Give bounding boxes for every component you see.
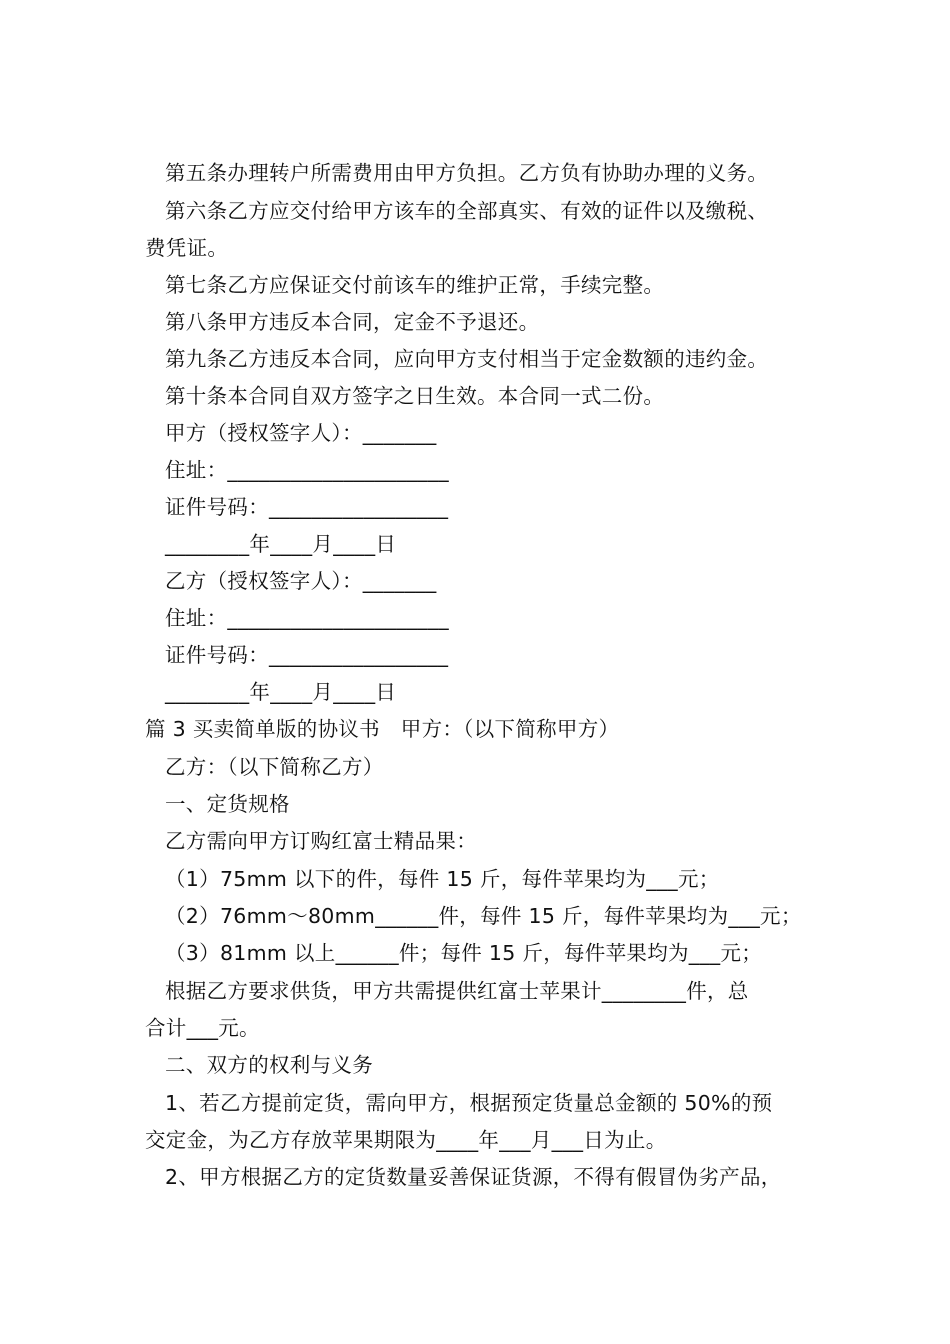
party-a-date: ________年____月____日 <box>165 532 397 556</box>
party-a-signatory: 甲方（授权签字人）：_______ <box>165 421 437 445</box>
party-a-id-number: 证件号码：_________________ <box>165 495 449 519</box>
article-6-line-1: 第六条乙方应交付给甲方该车的全部真实、有效的证件以及缴税、 <box>165 199 769 223</box>
article-6-line-2: 费凭证。 <box>145 236 229 260</box>
article-8: 第八条甲方违反本合同，定金不予退还。 <box>165 310 540 334</box>
order-item-2: （2）76mm～80mm______件，每件 15 斤，每件苹果均为___元； <box>165 904 802 928</box>
order-intro: 乙方需向甲方订购红富士精品果： <box>165 829 477 853</box>
party-b-id-number: 证件号码：_________________ <box>165 643 449 667</box>
supply-total-line-2: 合计___元。 <box>145 1016 260 1040</box>
article-5: 第五条办理转户所需费用由甲方负担。乙方负有协助办理的义务。 <box>165 161 769 185</box>
supply-total-line-1: 根据乙方要求供货，甲方共需提供红富士苹果计________件，总 <box>165 979 749 1003</box>
party-b-signatory: 乙方（授权签字人）：_______ <box>165 569 437 593</box>
rights-2-line-1: 2、甲方根据乙方的定货数量妥善保证货源，不得有假冒伪劣产品， <box>165 1165 782 1189</box>
party-b-address: 住址：_____________________ <box>165 606 449 630</box>
party-b-date: ________年____月____日 <box>165 680 397 704</box>
order-item-3: （3）81mm 以上______件；每件 15 斤，每件苹果均为___元； <box>165 941 763 965</box>
section-3-heading: 篇 3 买卖简单版的协议书 甲方：（以下简称甲方） <box>145 717 620 741</box>
article-9: 第九条乙方违反本合同，应向甲方支付相当于定金数额的违约金。 <box>165 347 769 371</box>
order-item-1: （1）75mm 以下的件，每件 15 斤，每件苹果均为___元； <box>165 867 720 891</box>
rights-1-line-1: 1、若乙方提前定货，需向甲方，根据预定货量总金额的 50%的预 <box>165 1091 773 1115</box>
rights-1-line-2: 交定金，为乙方存放苹果期限为____年___月___日为止。 <box>145 1128 667 1152</box>
article-10: 第十条本合同自双方签字之日生效。本合同一式二份。 <box>165 384 665 408</box>
clause-2-heading: 二、双方的权利与义务 <box>165 1053 373 1077</box>
article-7: 第七条乙方应保证交付前该车的维护正常，手续完整。 <box>165 273 665 297</box>
party-a-address: 住址：_____________________ <box>165 458 449 482</box>
party-b-intro: 乙方：（以下简称乙方） <box>165 755 384 779</box>
clause-1-heading: 一、定货规格 <box>165 792 290 816</box>
